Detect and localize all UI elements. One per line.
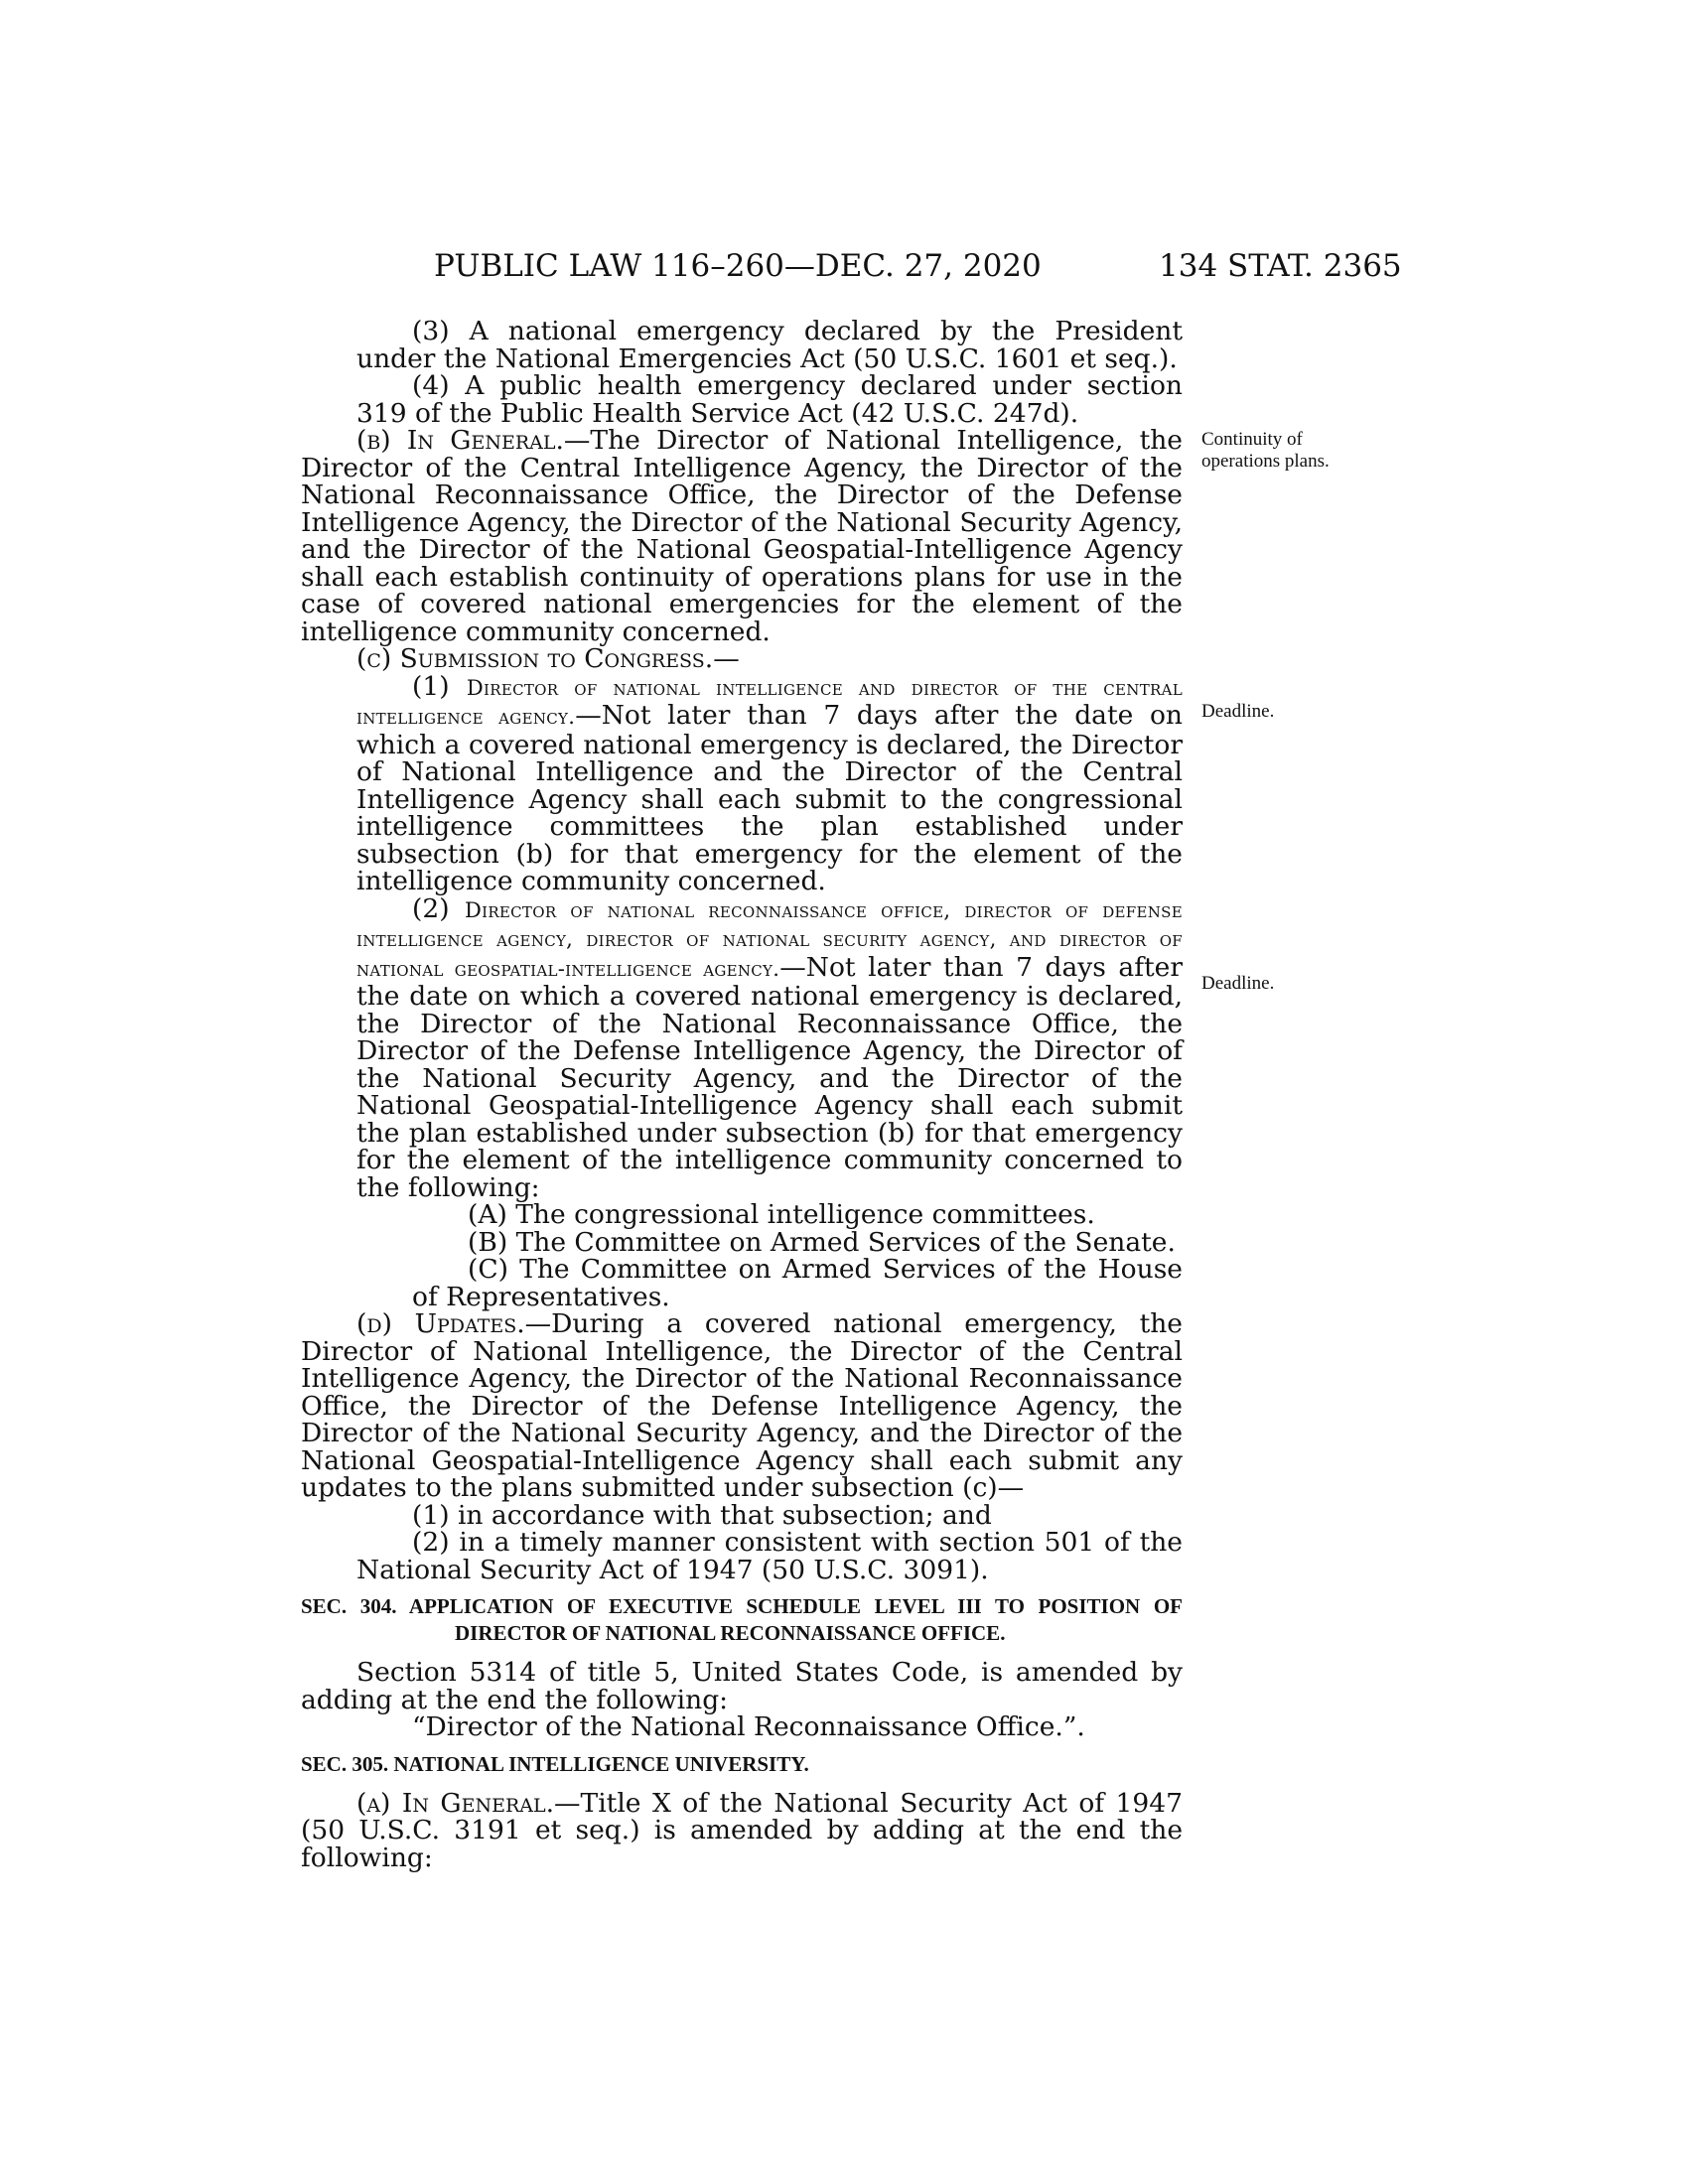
clause-A: (A) The congressional intelligence committees.	[468, 1199, 1095, 1230]
paragraph-d1: (1) in accordance with that subsection; and	[412, 1499, 992, 1531]
margin-note-continuity	[1201, 429, 1330, 473]
subsection-label: (c) Submission to Congress.	[356, 643, 714, 674]
subsection-text: —Title X of the National Security Act of 1947 (50 U.S.C. 3191 et seq.) is amended by adding at the end the following:	[301, 1787, 1183, 1873]
subsection-text: —During a covered national emergency, the Director of National Intelligence, the Director of the Central Intelligence Agency, the Director of the National Reconnaissance Office, the Director of the Defense Intelligence Agency, the Director of the National Security Agency, and the Director of the National Geospatial-Intelligence Agency shall each submit any updates to the plans submitted under subsection (c)—	[301, 1308, 1183, 1503]
paragraph-c2	[356, 892, 1183, 1203]
subsection-d	[301, 1310, 1183, 1502]
subsection-label: (a) In General.	[356, 1787, 555, 1819]
subsection-text: —The Director of National Intelligence, the Director of the Central Intelligence Agency, the Director of the National Reconnaissance Office, the Director of the Defense Intelligence Agency, the Director of the National Security Agency, and the Director of the National Geospatial-Intelligence Agency shall each establish continuity of operations plans for use in the case of covered national emergencies for the element of the intelligence community concerned.	[301, 425, 1183, 647]
paragraph-caption: Director of national reconnaissance office, director of defense intelligence agency, director of national security agency, and director of national geospatial-intelligence agency.	[356, 897, 1183, 981]
statute-page-number: 134 STAT. 2365	[1159, 248, 1402, 284]
paragraph-c1	[356, 670, 1183, 896]
paragraph-number: (2)	[412, 892, 450, 924]
subsection-b	[301, 427, 1183, 645]
clause-B: (B) The Committee on Armed Services of the Senate.	[468, 1226, 1176, 1258]
subsection-c	[301, 645, 1183, 673]
paragraph-a4: (4) A public health emergency declared under section 319 of the Public Health Service Act (42 U.S.C. 247d).	[356, 370, 1183, 429]
paragraph-a3: (3) A national emergency declared by the President under the National Emergencies Act (50 U.S.C. 1601 et seq.).	[356, 316, 1183, 374]
public-law-title: PUBLIC LAW 116–260—DEC. 27, 2020	[434, 248, 1042, 284]
document-body	[301, 318, 1183, 1871]
margin-note-line: Continuity of	[1201, 429, 1303, 450]
margin-note-line: operations plans.	[1201, 451, 1330, 472]
paragraph-number: (1)	[412, 670, 450, 702]
subsection-label: (b) In General.	[356, 425, 564, 456]
clause-C: (C) The Committee on Armed Services of the House of Representatives.	[412, 1254, 1183, 1312]
section-304-heading: SEC. 304. APPLICATION OF EXECUTIVE SCHEDULE LEVEL III TO POSITION OF DIRECTOR OF NATIONAL RECONNAISSANCE OFFICE.	[301, 1594, 1183, 1645]
margin-note-deadline: Deadline.	[1201, 973, 1275, 994]
section-304-quote: “Director of the National Reconnaissance Office.”.	[412, 1711, 1085, 1742]
subsection-label: (d) Updates.	[356, 1308, 525, 1339]
section-305-subsection-a	[301, 1787, 1183, 1873]
section-304-text: Section 5314 of title 5, United States Code, is amended by adding at the end the following:	[301, 1657, 1183, 1715]
paragraph-text: —Not later than 7 days after the date on which a covered national emergency is declared, the Director of National Intelligence and the Director of the Central Intelligence Agency shall each submit to the congressional intelligence committees the plan established under subsection (b) for that emergency for the element of the intelligence community concerned.	[356, 700, 1183, 896]
paragraph-text: —Not later than 7 days after the date on which a covered national emergency is declared, the Director of the National Reconnaissance Office, the Director of the Defense Intelligence Agency, the Director of the National Security Agency, and the Director of the National Geospatial-Intelligence Agency shall each submit the plan established under subsection (b) for that emergency for the element of the intelligence community concerned to the following:	[356, 951, 1183, 1203]
margin-note-deadline: Deadline.	[1201, 701, 1275, 722]
page-header	[0, 248, 1688, 288]
section-305-heading: SEC. 305. NATIONAL INTELLIGENCE UNIVERSITY.	[301, 1751, 809, 1776]
paragraph-caption: Director of national intelligence and director of the central intelligence agency.	[356, 675, 1183, 729]
paragraph-d2: (2) in a timely manner consistent with section 501 of the National Security Act of 1947 (50 U.S.C. 3091).	[356, 1527, 1183, 1585]
subsection-dash: —	[713, 643, 740, 674]
